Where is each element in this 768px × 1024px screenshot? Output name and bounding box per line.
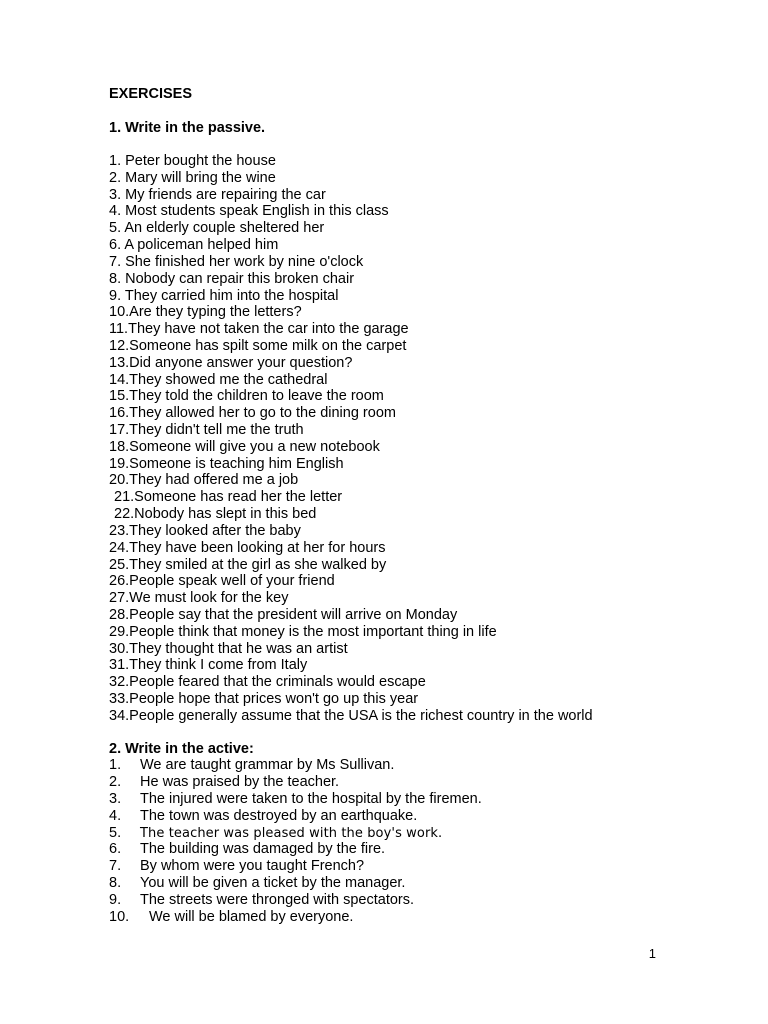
list-item: 33.People hope that prices won't go up this year	[109, 691, 419, 707]
list-item: 4. Most students speak English in this class	[109, 203, 389, 220]
list-item	[109, 841, 482, 858]
active-exercise-list	[109, 757, 482, 926]
item-number: 1.	[109, 757, 122, 773]
list-item: 25.They smiled at the girl as she walked by	[109, 556, 387, 573]
list-item: 26.People speak well of your friend	[109, 573, 335, 590]
item-number: 5.	[109, 824, 122, 841]
list-item: 10.Are they typing the letters?	[109, 304, 302, 321]
list-item: 14.They showed me the cathedral	[109, 371, 328, 388]
list-item: 22.Nobody has slept in this bed	[114, 506, 317, 523]
item-number: 3.	[109, 790, 122, 807]
passive-exercise-list	[109, 153, 593, 725]
list-item: 1. Peter bought the house	[109, 153, 276, 169]
list-item: 12.Someone has spilt some milk on the carpet	[109, 337, 407, 354]
list-item: 8. Nobody can repair this broken chair	[109, 270, 355, 287]
item-text: You will be given a ticket by the manager.	[140, 875, 406, 892]
list-item: 24.They have been looking at her for hours	[109, 539, 386, 556]
item-text: We are taught grammar by Ms Sullivan.	[140, 757, 395, 773]
section-2-heading: 2. Write in the active:	[109, 741, 254, 757]
list-item: 23.They looked after the baby	[109, 522, 301, 539]
list-item: 16.They allowed her to go to the dining room	[109, 405, 396, 422]
list-item: 13.Did anyone answer your question?	[109, 354, 353, 371]
item-text: The building was damaged by the fire.	[140, 841, 386, 858]
item-number: 2.	[109, 773, 122, 790]
list-item: 11.They have not taken the car into the garage	[109, 321, 409, 338]
list-item: 18.Someone will give you a new notebook	[109, 438, 380, 455]
list-item	[109, 892, 482, 909]
list-item: 21.Someone has read her the letter	[114, 489, 343, 506]
item-text: We will be blamed by everyone.	[149, 909, 354, 926]
item-text: The injured were taken to the hospital by the firemen.	[140, 790, 482, 807]
list-item: 34.People generally assume that the USA is the richest country in the world	[109, 707, 593, 724]
list-item: 27.We must look for the key	[109, 590, 289, 607]
list-item: 29.People think that money is the most important thing in life	[109, 623, 497, 640]
list-item: 20.They had offered me a job	[109, 472, 299, 489]
list-item: 3. My friends are repairing the car	[109, 186, 326, 203]
list-item: 32.People feared that the criminals would escape	[109, 674, 426, 691]
list-item	[109, 875, 482, 892]
list-item: 2. Mary will bring the wine	[109, 169, 276, 186]
list-item: 6. A policeman helped him	[109, 237, 279, 254]
list-item: 7. She finished her work by nine o'clock	[109, 253, 364, 270]
item-number: 6.	[109, 841, 122, 858]
list-item	[109, 791, 482, 808]
item-text: The town was destroyed by an earthquake.	[140, 807, 418, 824]
list-item: 17.They didn't tell me the truth	[109, 422, 304, 438]
list-item	[109, 757, 482, 774]
list-item	[109, 825, 482, 842]
page-title: EXERCISES	[109, 86, 192, 102]
list-item	[109, 774, 482, 791]
item-number: 9.	[109, 892, 122, 909]
list-item: 15.They told the children to leave the room	[109, 388, 384, 405]
item-number: 8.	[109, 875, 122, 892]
item-text: The streets were thronged with spectators.	[140, 892, 415, 909]
item-number: 7.	[109, 858, 122, 875]
list-item: 9. They carried him into the hospital	[109, 287, 339, 304]
list-item: 19.Someone is teaching him English	[109, 455, 344, 472]
page-number: 1	[648, 946, 656, 961]
list-item: 28.People say that the president will arrive on Monday	[109, 606, 458, 623]
item-text: The teacher was pleased with the boy's work.	[140, 825, 443, 841]
list-item	[109, 808, 482, 825]
section-1-heading: 1. Write in the passive.	[109, 120, 266, 136]
item-number: 4.	[109, 807, 122, 824]
list-item: 31.They think I come from Italy	[109, 657, 308, 674]
list-item: 5. An elderly couple sheltered her	[109, 220, 325, 237]
item-text: By whom were you taught French?	[140, 858, 365, 875]
list-item: 30.They thought that he was an artist	[109, 640, 348, 657]
list-item	[109, 858, 482, 875]
item-text: He was praised by the teacher.	[140, 773, 340, 790]
list-item	[109, 909, 482, 926]
item-number: 10.	[109, 909, 130, 926]
